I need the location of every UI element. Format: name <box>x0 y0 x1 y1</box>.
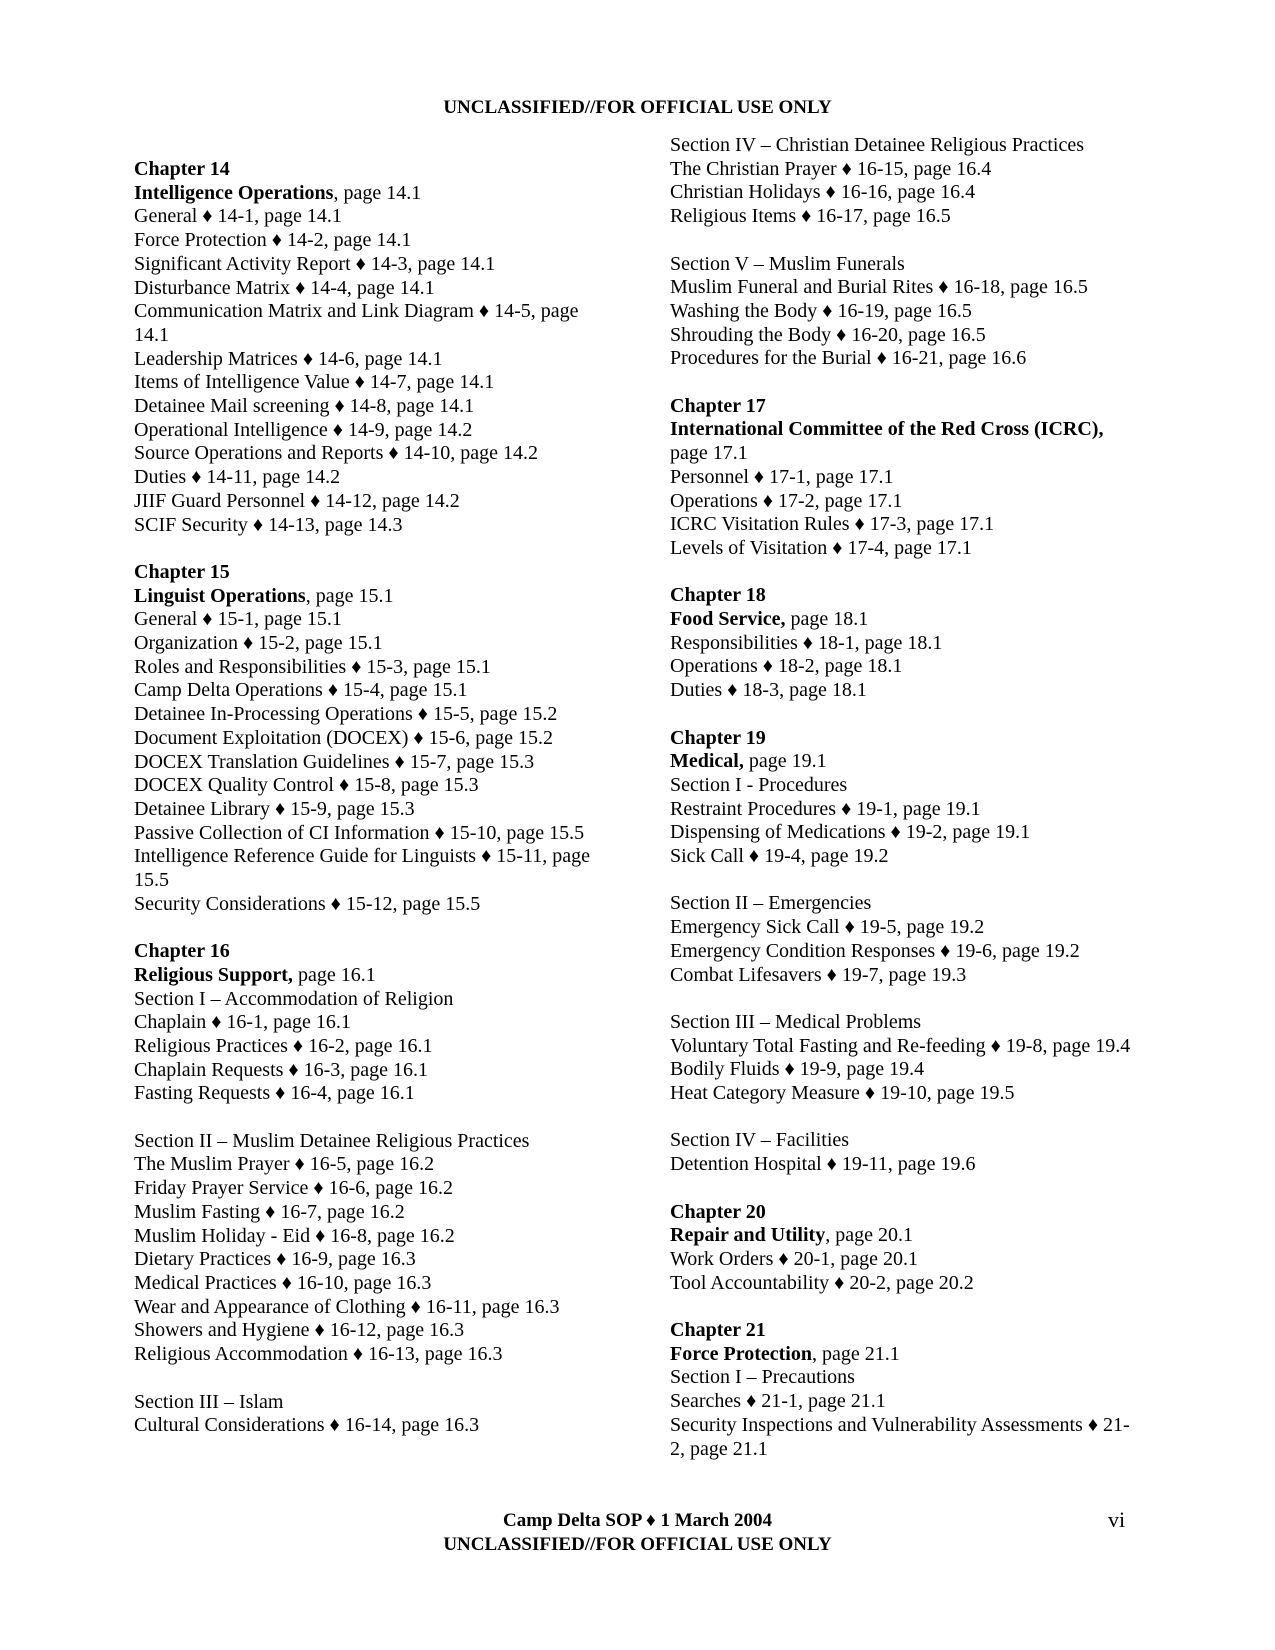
spacer <box>670 1106 1140 1130</box>
toc-entry <box>670 892 1140 916</box>
entry-text: Detention Hospital ♦ 19-11, page 19.6 <box>670 1153 976 1176</box>
entry-text: Section II – Emergencies <box>670 892 872 915</box>
chapter-heading <box>670 584 1140 608</box>
toc-entry <box>670 205 1140 229</box>
toc-entry <box>670 1035 1140 1059</box>
entry-text: Medical Practices ♦ 16-10, page 16.3 <box>134 1272 432 1294</box>
entry-text: Procedures for the Burial ♦ 16-21, page 16.6 <box>670 347 1027 370</box>
entry-text: Sick Call ♦ 19-4, page 19.2 <box>670 845 889 868</box>
toc-entry <box>134 1414 609 1438</box>
chapter-heading <box>670 1319 1140 1343</box>
chapter-title-entry <box>134 964 609 988</box>
entry-text: Operations ♦ 17-2, page 17.1 <box>670 489 903 512</box>
toc-entry <box>670 1414 1140 1461</box>
chapter-heading <box>670 1201 1140 1225</box>
entry-text: Security Inspections and Vulnerability Assessments ♦ 21-2, page 21.1 <box>670 1413 1130 1460</box>
entry-text: Roles and Responsibilities ♦ 15-3, page 15.1 <box>134 655 491 678</box>
entry-text: Section III – Islam <box>134 1390 284 1413</box>
chapter-heading <box>134 940 609 964</box>
entry-text: Passive Collection of CI Information ♦ 15-10, page 15.5 <box>134 821 585 844</box>
spacer <box>670 561 1140 585</box>
entry-text: Friday Prayer Service ♦ 16-6, page 16.2 <box>134 1177 454 1200</box>
entry-text: Section IV – Christian Detainee Religious Practices <box>670 134 1084 156</box>
spacer <box>134 537 609 561</box>
toc-entry <box>134 1225 609 1249</box>
entry-text: Heat Category Measure ♦ 19-10, page 19.5 <box>670 1082 1015 1105</box>
toc-entry <box>134 371 609 395</box>
entry-text: Items of Intelligence Value ♦ 14-7, page 14.1 <box>134 371 495 394</box>
toc-entry <box>134 1391 609 1415</box>
bold-label: Medical, <box>670 750 744 773</box>
entry-text: Operations ♦ 18-2, page 18.1 <box>670 655 903 678</box>
entry-text: Section II – Muslim Detainee Religious Practices <box>134 1129 530 1152</box>
entry-text: The Muslim Prayer ♦ 16-5, page 16.2 <box>134 1153 435 1176</box>
chapter-heading <box>670 395 1140 419</box>
toc-entry <box>134 1201 609 1225</box>
entry-text: Responsibilities ♦ 18-1, page 18.1 <box>670 631 943 654</box>
entry-text: General ♦ 15-1, page 15.1 <box>134 608 342 631</box>
entry-text: ICRC Visitation Rules ♦ 17-3, page 17.1 <box>670 513 995 536</box>
toc-entry <box>670 1248 1140 1272</box>
toc-entry <box>134 727 609 751</box>
toc-entry <box>134 253 609 277</box>
entry-text: Dispensing of Medications ♦ 19-2, page 19.1 <box>670 821 1031 844</box>
toc-entry <box>134 1130 609 1154</box>
entry-text: The Christian Prayer ♦ 16-15, page 16.4 <box>670 157 992 180</box>
entry-text: Section I – Precautions <box>670 1366 855 1389</box>
toc-entry <box>670 300 1140 324</box>
toc-entry <box>134 774 609 798</box>
toc-entry <box>670 916 1140 940</box>
entry-text: Duties ♦ 18-3, page 18.1 <box>670 679 867 702</box>
entry-text: Wear and Appearance of Clothing ♦ 16-11, page 16.3 <box>134 1295 560 1318</box>
chapter-title-entry <box>670 418 1140 465</box>
entry-text: DOCEX Translation Guidelines ♦ 15-7, page 15.3 <box>134 750 535 773</box>
toc-entry <box>670 324 1140 348</box>
entry-text: Religious Items ♦ 16-17, page 16.5 <box>670 205 951 228</box>
bottom-classification-banner: UNCLASSIFIED//FOR OFFICIAL USE ONLY <box>443 1534 832 1555</box>
entry-text: Section V – Muslim Funerals <box>670 252 905 275</box>
entry-text: page 19.1 <box>743 750 827 773</box>
bold-label: Force Protection <box>670 1342 812 1365</box>
toc-entry <box>670 513 1140 537</box>
toc-entry <box>134 229 609 253</box>
entry-text: Tool Accountability ♦ 20-2, page 20.2 <box>670 1271 974 1294</box>
chapter-heading <box>134 561 609 585</box>
toc-entry <box>670 940 1140 964</box>
entry-text: Leadership Matrices ♦ 14-6, page 14.1 <box>134 347 443 370</box>
entry-text: Section I - Procedures <box>670 773 848 796</box>
bold-label: Chapter 20 <box>670 1200 766 1223</box>
toc-entry <box>670 964 1140 988</box>
toc-entry <box>134 1059 609 1083</box>
entry-text: Christian Holidays ♦ 16-16, page 16.4 <box>670 181 976 204</box>
entry-text: Voluntary Total Fasting and Re-feeding ♦ 19-8, page 19.4 <box>670 1034 1131 1057</box>
bold-label: Chapter 14 <box>134 158 230 180</box>
entry-text: Source Operations and Reports ♦ 14-10, page 14.2 <box>134 442 539 465</box>
toc-entry <box>134 1248 609 1272</box>
toc-entry <box>670 679 1140 703</box>
toc-entry <box>134 632 609 656</box>
entry-text: Section I – Accommodation of Religion <box>134 987 454 1010</box>
toc-entry <box>670 490 1140 514</box>
entry-text: Emergency Sick Call ♦ 19-5, page 19.2 <box>670 916 985 939</box>
entry-text: Detainee Library ♦ 15-9, page 15.3 <box>134 797 415 820</box>
toc-entry <box>134 608 609 632</box>
toc-entry <box>670 1153 1140 1177</box>
toc-entry <box>134 514 609 538</box>
chapter-title-entry <box>670 1343 1140 1367</box>
entry-text: Searches ♦ 21-1, page 21.1 <box>670 1390 886 1413</box>
chapter-title-entry <box>134 585 609 609</box>
toc-entry <box>670 1272 1140 1296</box>
toc-entry <box>134 442 609 466</box>
toc-entry <box>670 181 1140 205</box>
bold-label: Intelligence Operations <box>134 181 334 204</box>
chapter-title-entry <box>670 750 1140 774</box>
entry-text: Showers and Hygiene ♦ 16-12, page 16.3 <box>134 1319 465 1342</box>
bold-label: Religious Support, <box>134 963 293 986</box>
entry-text: Restraint Procedures ♦ 19-1, page 19.1 <box>670 797 981 820</box>
spacer <box>670 229 1140 253</box>
toc-entry <box>670 845 1140 869</box>
toc-entry <box>670 1082 1140 1106</box>
toc-entry <box>670 158 1140 182</box>
entry-text: Force Protection ♦ 14-2, page 14.1 <box>134 229 412 252</box>
toc-entry <box>670 537 1140 561</box>
bold-label: Linguist Operations <box>134 584 306 607</box>
bold-label: Chapter 16 <box>134 940 230 963</box>
entry-text: JIIF Guard Personnel ♦ 14-12, page 14.2 <box>134 489 460 512</box>
entry-text: Section III – Medical Problems <box>670 1010 922 1033</box>
entry-text: Organization ♦ 15-2, page 15.1 <box>134 632 383 655</box>
entry-text: Detainee In-Processing Operations ♦ 15-5, page 15.2 <box>134 703 558 726</box>
bold-label: Food Service, <box>670 608 786 631</box>
toc-entry <box>134 679 609 703</box>
spacer <box>670 869 1140 893</box>
toc-entry <box>134 845 609 892</box>
toc-entry <box>134 893 609 917</box>
toc-entry <box>134 703 609 727</box>
entry-text: Disturbance Matrix ♦ 14-4, page 14.1 <box>134 276 435 299</box>
toc-entry <box>134 1177 609 1201</box>
entry-text: Work Orders ♦ 20-1, page 20.1 <box>670 1247 918 1270</box>
entry-text: Personnel ♦ 17-1, page 17.1 <box>670 465 894 488</box>
toc-entry <box>670 774 1140 798</box>
entry-text: , page 21.1 <box>811 1342 900 1365</box>
toc-entry <box>134 1082 609 1106</box>
toc-entry <box>670 1129 1140 1153</box>
chapter-title-entry <box>134 182 609 206</box>
toc-entry <box>134 419 609 443</box>
toc-entry <box>134 205 609 229</box>
toc-entry <box>670 134 1140 158</box>
entry-text: Chaplain ♦ 16-1, page 16.1 <box>134 1011 351 1034</box>
top-classification-banner: UNCLASSIFIED//FOR OFFICIAL USE ONLY <box>443 97 832 118</box>
toc-entry <box>134 1035 609 1059</box>
page-number: vi <box>1108 1507 1126 1532</box>
entry-text: page 16.1 <box>292 963 376 986</box>
toc-entry <box>134 988 609 1012</box>
toc-entry <box>134 798 609 822</box>
toc-entry <box>670 466 1140 490</box>
entry-text: Muslim Fasting ♦ 16-7, page 16.2 <box>134 1200 405 1223</box>
toc-entry <box>134 751 609 775</box>
toc-entry <box>670 655 1140 679</box>
entry-text: Cultural Considerations ♦ 16-14, page 16.3 <box>134 1414 480 1437</box>
entry-text: Combat Lifesavers ♦ 19-7, page 19.3 <box>670 963 967 986</box>
entry-text: Section IV – Facilities <box>670 1129 850 1152</box>
toc-entry <box>670 1366 1140 1390</box>
entry-text: Muslim Holiday - Eid ♦ 16-8, page 16.2 <box>134 1224 455 1247</box>
toc-entry <box>670 253 1140 277</box>
spacer <box>670 1177 1140 1201</box>
spacer <box>670 1295 1140 1319</box>
entry-text: Fasting Requests ♦ 16-4, page 16.1 <box>134 1082 415 1105</box>
toc-right-column <box>670 134 1140 1461</box>
toc-entry <box>134 1153 609 1177</box>
entry-text: Camp Delta Operations ♦ 15-4, page 15.1 <box>134 679 468 702</box>
entry-text: Duties ♦ 14-11, page 14.2 <box>134 466 341 489</box>
entry-text: SCIF Security ♦ 14-13, page 14.3 <box>134 513 403 536</box>
bold-label: Chapter 21 <box>670 1319 766 1342</box>
entry-text: Operational Intelligence ♦ 14-9, page 14.2 <box>134 418 473 441</box>
toc-entry <box>134 490 609 514</box>
entry-text: Emergency Condition Responses ♦ 19-6, page 19.2 <box>670 939 1080 962</box>
entry-text: Communication Matrix and Link Diagram ♦ 14-5, page 14.1 <box>134 300 579 346</box>
spacer <box>134 1367 609 1391</box>
toc-entry <box>670 798 1140 822</box>
entry-text: DOCEX Quality Control ♦ 15-8, page 15.3 <box>134 774 479 797</box>
toc-entry <box>134 1272 609 1296</box>
bold-label: International Committee of the Red Cross (ICRC), <box>670 418 1104 441</box>
chapter-heading <box>134 158 609 182</box>
toc-entry <box>670 1058 1140 1082</box>
spacer <box>670 987 1140 1011</box>
chapter-heading <box>670 727 1140 751</box>
toc-entry <box>670 347 1140 371</box>
entry-text: Bodily Fluids ♦ 19-9, page 19.4 <box>670 1058 925 1081</box>
entry-text: Muslim Funeral and Burial Rites ♦ 16-18, page 16.5 <box>670 276 1088 299</box>
entry-text: , page 14.1 <box>333 181 422 204</box>
entry-text: Dietary Practices ♦ 16-9, page 16.3 <box>134 1248 416 1271</box>
entry-text: Intelligence Reference Guide for Linguists ♦ 15-11, page 15.5 <box>134 845 590 892</box>
bold-label: Chapter 15 <box>134 560 230 583</box>
spacer <box>670 703 1140 727</box>
toc-entry <box>670 1011 1140 1035</box>
bold-label: Chapter 17 <box>670 394 766 417</box>
toc-entry <box>134 300 609 347</box>
toc-left-column <box>134 158 609 1438</box>
chapter-title-entry <box>670 608 1140 632</box>
entry-text: page 18.1 <box>785 608 869 631</box>
entry-text: Security Considerations ♦ 15-12, page 15.5 <box>134 892 481 915</box>
entry-text: Washing the Body ♦ 16-19, page 16.5 <box>670 299 972 322</box>
toc-entry <box>134 277 609 301</box>
toc-entry <box>134 1343 609 1367</box>
entry-text: Levels of Visitation ♦ 17-4, page 17.1 <box>670 536 972 559</box>
entry-text: Chaplain Requests ♦ 16-3, page 16.1 <box>134 1058 429 1081</box>
entry-text: Detainee Mail screening ♦ 14-8, page 14.1 <box>134 395 475 418</box>
entry-text: , page 15.1 <box>305 584 394 607</box>
toc-entry <box>670 821 1140 845</box>
toc-entry <box>134 822 609 846</box>
entry-text: Document Exploitation (DOCEX) ♦ 15-6, page 15.2 <box>134 726 554 749</box>
chapter-title-entry <box>670 1224 1140 1248</box>
toc-entry <box>134 466 609 490</box>
entry-text: page 17.1 <box>670 442 748 465</box>
entry-text: , page 20.1 <box>825 1224 913 1247</box>
bold-label: Chapter 18 <box>670 584 766 607</box>
entry-text: Religious Accommodation ♦ 16-13, page 16.3 <box>134 1343 503 1366</box>
toc-entry <box>670 1390 1140 1414</box>
entry-text: Religious Practices ♦ 16-2, page 16.1 <box>134 1034 433 1057</box>
spacer <box>134 916 609 940</box>
entry-text: Significant Activity Report ♦ 14-3, page 14.1 <box>134 252 496 275</box>
bold-label: Chapter 19 <box>670 726 766 749</box>
toc-entry <box>134 395 609 419</box>
toc-entry <box>134 348 609 372</box>
footer-document-title: Camp Delta SOP ♦ 1 March 2004 <box>503 1510 772 1531</box>
toc-entry <box>670 632 1140 656</box>
toc-entry <box>670 276 1140 300</box>
entry-text: Shrouding the Body ♦ 16-20, page 16.5 <box>670 323 986 346</box>
toc-entry <box>134 1296 609 1320</box>
spacer <box>134 1106 609 1130</box>
entry-text: General ♦ 14-1, page 14.1 <box>134 205 342 228</box>
toc-entry <box>134 1319 609 1343</box>
toc-entry <box>134 656 609 680</box>
toc-entry <box>134 1011 609 1035</box>
bold-label: Repair and Utility <box>670 1224 826 1247</box>
spacer <box>670 371 1140 395</box>
